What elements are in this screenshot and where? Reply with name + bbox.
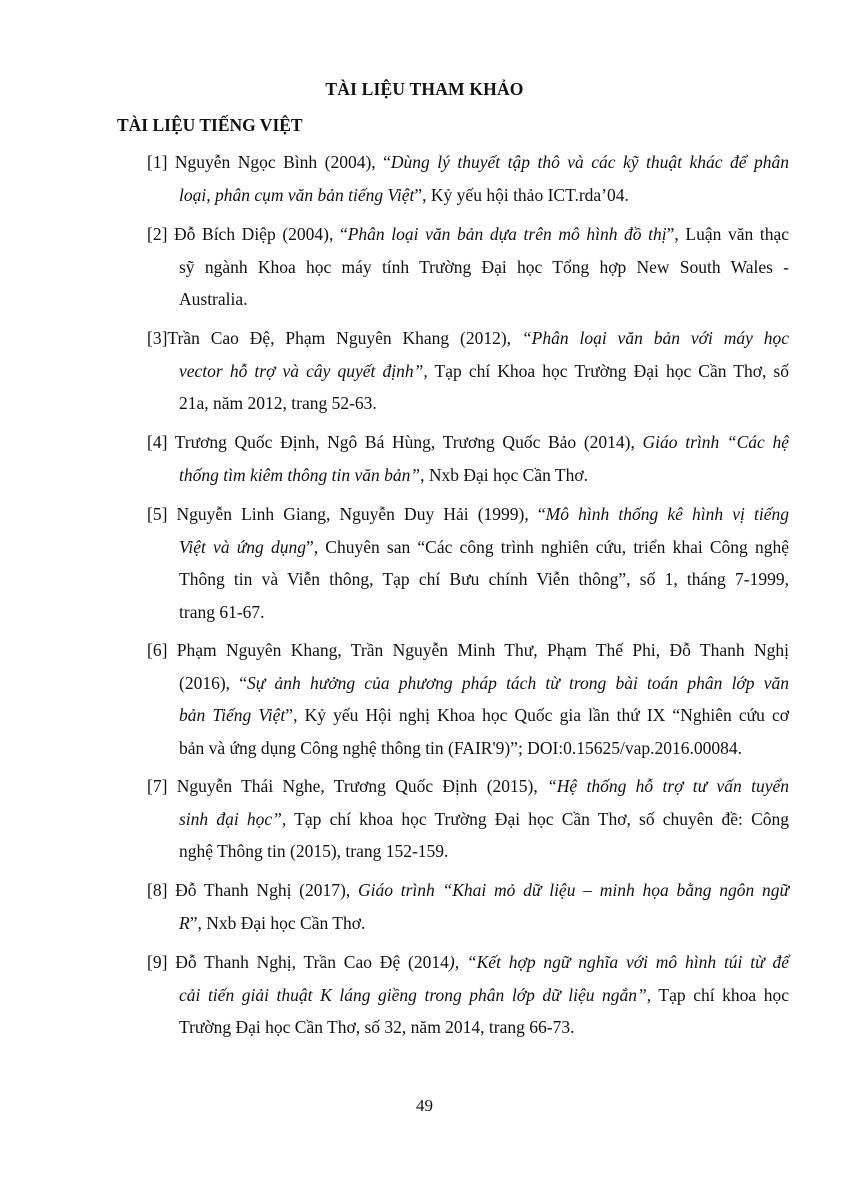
reference-text: Tạp chí Khoa học Trường Đại học Cần Thơ, số [427, 360, 789, 381]
reference-text: (2016), “ [179, 672, 248, 693]
reference-line [147, 387, 789, 420]
reference-text: , Tạp chí khoa học [646, 984, 789, 1005]
reference-text: [6] Phạm Nguyên Khang, Trần Nguyễn Minh Thư, Phạm Thế Phi, Đỗ Thanh Nghị [147, 640, 789, 660]
reference-italic-text: Dùng lý thuyết tập thô và các kỹ thuật khác để phân [390, 152, 789, 172]
reference-text: sỹ ngành Khoa học máy tính Trường Đại học Tổng hợp New South Wales - [179, 256, 789, 277]
reference-line [147, 531, 789, 564]
reference-italic-text: Việt và ứng dụng [179, 536, 306, 557]
reference-line [147, 732, 789, 765]
reference-line [147, 146, 789, 179]
reference-text: Australia. [179, 289, 248, 309]
reference-line [147, 907, 789, 940]
reference-entry-1 [147, 146, 789, 211]
reference-text: [8] Đỗ Thanh Nghị (2017), [147, 880, 358, 900]
reference-text: , Nxb Đại học Cần Thơ. [420, 464, 588, 485]
reference-entry-5 [147, 498, 789, 628]
reference-line [147, 459, 789, 492]
reference-text: ”, Kỷ yếu hội thảo ICT.rda’04. [414, 184, 629, 205]
reference-text: Trường Đại học Cần Thơ, số 32, năm 2014, trang 66-73. [179, 1017, 575, 1037]
reference-text: ”, Kỷ yếu Hội nghị Khoa học Quốc gia lần thứ IX “Nghiên cứu cơ [285, 705, 789, 725]
reference-entry-3 [147, 322, 789, 420]
reference-italic-text: Sự ảnh hưởng của phương pháp tách từ trong bài toán phân lớp văn [247, 672, 789, 693]
reference-italic-text: ), “Kết hợp ngữ nghĩa với mô hình túi từ để [448, 952, 789, 972]
page-title: TÀI LIỆU THAM KHẢO [325, 79, 524, 99]
reference-italic-text: cải tiến giải thuật K láng giềng trong phân lớp dữ liệu ngắn” [179, 984, 647, 1005]
page-number: 49 [416, 1096, 433, 1115]
reference-italic-text: Giáo trình “Khai mỏ dữ liệu – minh họa bằng ngôn ngữ [357, 880, 789, 900]
reference-italic-text: Giáo trình “Các hệ [642, 432, 789, 452]
reference-italic-text: bản Tiếng Việt [179, 705, 286, 725]
reference-line [147, 218, 789, 251]
reference-line [147, 634, 789, 667]
reference-line [147, 426, 789, 459]
reference-line [147, 498, 789, 531]
reference-entry-7 [147, 770, 789, 868]
reference-italic-text: “Phân loại văn bản với máy học [521, 328, 789, 348]
reference-line [147, 770, 789, 803]
reference-text: [1] Nguyễn Ngọc Bình (2004), “ [147, 152, 391, 172]
reference-line [147, 251, 789, 284]
section-heading-vietnamese-references: TÀI LIỆU TIẾNG VIỆT [117, 115, 303, 135]
reference-line [147, 596, 789, 629]
reference-text: trang 61-67. [179, 601, 265, 622]
reference-line [147, 667, 789, 700]
reference-entry-9 [147, 946, 789, 1044]
reference-text: nghệ Thông tin (2015), trang 152-159. [179, 841, 449, 861]
reference-text: ”, Luận văn thạc [666, 224, 790, 244]
reference-text: Tạp chí khoa học Trường Đại học Cần Thơ, số chuyên đề: Công [286, 808, 789, 829]
reference-italic-text: Mô hình thống kê hình vị tiếng [545, 504, 789, 524]
reference-text: [4] Trương Quốc Định, Ngô Bá Hùng, Trương Quốc Bảo (2014), [147, 432, 643, 452]
reference-line [147, 835, 789, 868]
reference-text: [3]Trần Cao Đệ, Phạm Nguyên Khang (2012), [147, 328, 522, 348]
reference-line [147, 803, 789, 836]
reference-line [147, 699, 789, 732]
reference-entry-8 [147, 874, 789, 939]
reference-italic-text: Phân loại văn bản dựa trên mô hình đồ thị [347, 224, 667, 244]
reference-italic-text: vector hỗ trợ và cây quyết định”, [179, 360, 428, 381]
reference-line [147, 874, 789, 907]
reference-line [147, 355, 789, 388]
reference-text: [5] Nguyễn Linh Giang, Nguyễn Duy Hải (1999), “ [147, 504, 546, 524]
reference-entry-2 [147, 218, 789, 316]
reference-entry-4 [147, 426, 789, 491]
reference-text: ”, Nxb Đại học Cần Thơ. [189, 912, 366, 933]
reference-entry-6 [147, 634, 789, 764]
reference-text: ”, Chuyên san “Các công trình nghiên cứu, triển khai Công nghệ [305, 536, 789, 557]
reference-italic-text: “Hệ thống hỗ trợ tư vấn tuyển [547, 776, 789, 796]
reference-text: [7] Nguyễn Thái Nghe, Trương Quốc Định (2015), [147, 776, 548, 796]
reference-line [147, 979, 789, 1012]
reference-text: Thông tin và Viễn thông, Tạp chí Bưu chính Viễn thông”, số 1, tháng 7-1999, [179, 569, 789, 589]
reference-line [147, 283, 789, 316]
reference-line [147, 322, 789, 355]
reference-text: 21a, năm 2012, trang 52-63. [179, 393, 377, 413]
reference-italic-text: thống tìm kiêm thông tin văn bản” [179, 464, 421, 485]
reference-text: [9] Đỗ Thanh Nghị, Trần Cao Đệ (2014 [147, 952, 449, 972]
reference-line [147, 563, 789, 596]
reference-line [147, 179, 789, 212]
reference-line [147, 946, 789, 979]
reference-text: [2] Đỗ Bích Diệp (2004), “ [147, 224, 348, 244]
reference-italic-text: sinh đại học”, [179, 808, 287, 829]
reference-italic-text: R [179, 912, 190, 933]
reference-italic-text: loại, phân cụm văn bản tiếng Việt [179, 184, 415, 205]
reference-line [147, 1011, 789, 1044]
reference-text: bản và ứng dụng Công nghệ thông tin (FAIR'9)”; DOI:0.15625/vap.2016.00084. [179, 737, 743, 758]
